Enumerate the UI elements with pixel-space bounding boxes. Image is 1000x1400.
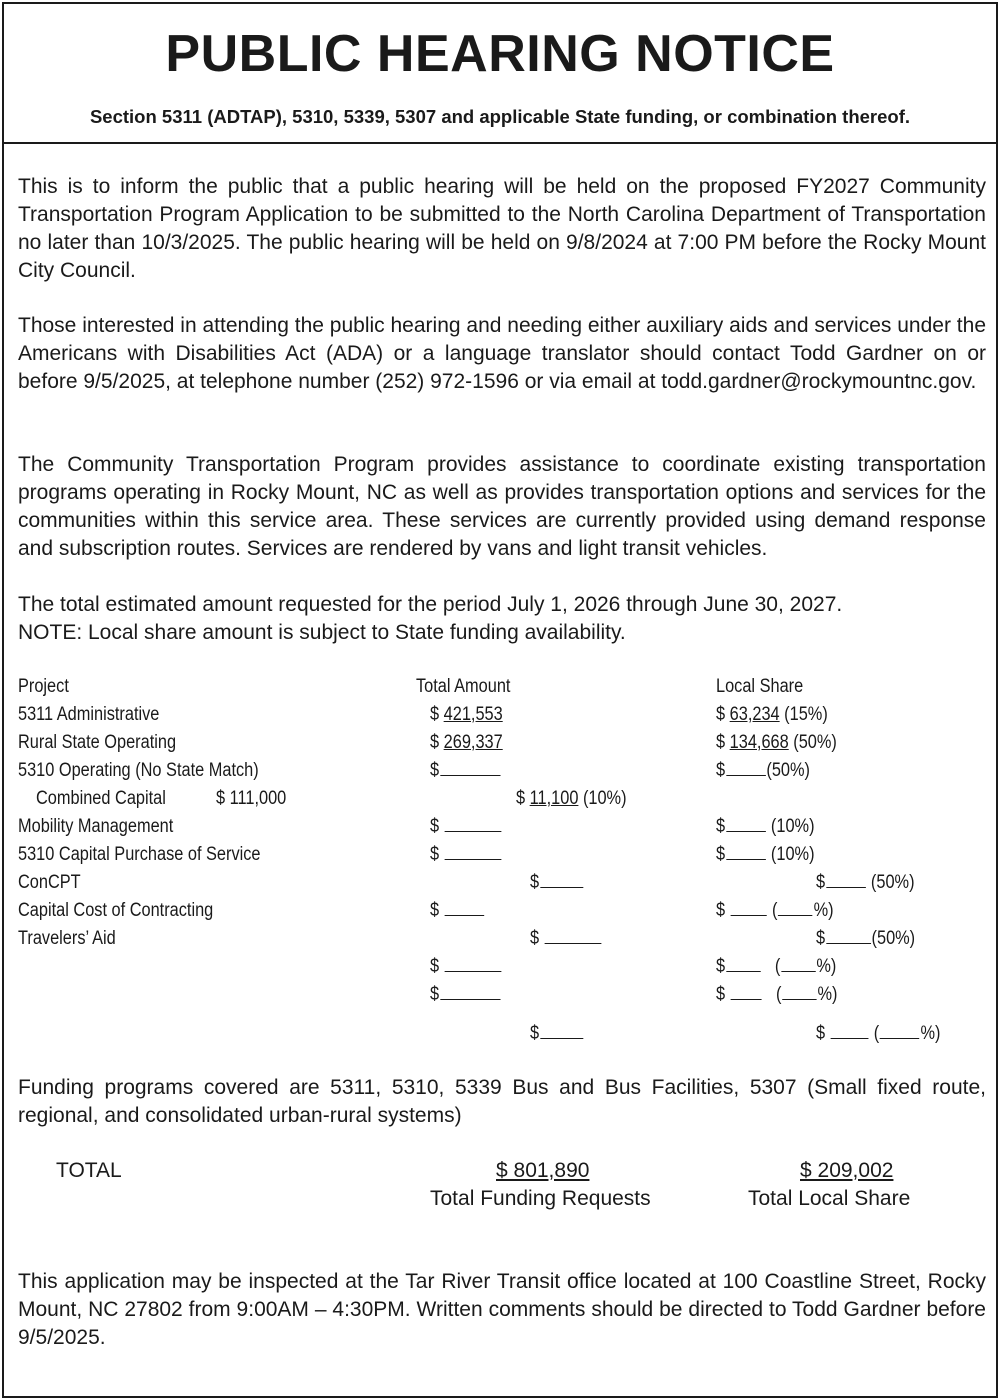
row-project-capital-contracting: Capital Cost of Contracting — [18, 900, 214, 921]
row-total-travelers-aid: $ — [530, 925, 602, 953]
row-project-5310-operating: 5310 Operating (No State Match) — [18, 760, 259, 781]
paragraph-hearing-info: This is to inform the public that a public hearing will be held on the proposed FY2027 Community Transportation Program Application to be submitted to the North Carolina Department of Transportation no later than 10/3/2025. The public hearing will be held on 9/8/2024 at 7:00 PM before the Rocky Mount City Council. — [18, 175, 986, 282]
column-header-project: Project — [18, 676, 69, 697]
row-local-blank-3: $ ( %) — [816, 1023, 941, 1044]
row-total-blank-3: $ — [530, 1020, 584, 1048]
row-project-rural-state-operating: Rural State Operating — [18, 732, 177, 753]
total-funding-label: Total Funding Requests — [430, 1187, 651, 1210]
row-total-capital-contracting: $ — [430, 897, 485, 925]
row-total-rural-state-operating: $ 269,337 — [430, 732, 503, 753]
row-total-5311-administrative: $ 421,553 — [430, 704, 503, 725]
paragraph-accessibility: Those interested in attending the public hearing and needing either auxiliary aids and services under the Americans with Disabilities Act (ADA) or a language translator should contact Todd Gardner on or before 9/5/2025, at telephone number (252) 972-1596 or via email at todd.gardner@rockymountnc.gov. — [18, 314, 986, 393]
row-local-rural-state-operating: $ 134,668 (50%) — [716, 732, 837, 753]
row-local-combined-capital: $ 11,100 (10%) — [516, 788, 627, 809]
paragraph-inspection-info: This application may be inspected at the Tar River Transit office located at 100 Coastline Street, Rocky Mount, NC 27802 from 9:00AM – 4:30PM. Written comments should be directed to Todd Gardner before 9/5/2025. — [18, 1270, 986, 1349]
row-total-blank-1: $ — [430, 953, 502, 981]
column-header-total-amount: Total Amount — [416, 676, 511, 697]
row-amount-combined-capital: $ 111,000 — [216, 788, 287, 809]
row-local-capital-contracting: $ ( %) — [716, 900, 834, 921]
row-project-concpt: ConCPT — [18, 872, 81, 893]
row-local-blank-2: $ ( %) — [716, 984, 838, 1005]
paragraph-estimated-amount: The total estimated amount requested for the period July 1, 2026 through June 30, 2027. — [18, 593, 843, 616]
column-header-local-share: Local Share — [716, 676, 804, 697]
row-total-mobility-management: $ — [430, 813, 502, 841]
row-project-travelers-aid: Travelers’ Aid — [18, 928, 116, 949]
row-local-5310-operating: $ (50%) — [716, 760, 810, 781]
total-local-label: Total Local Share — [748, 1187, 911, 1210]
row-local-mobility-management: $ (10%) — [716, 816, 815, 837]
total-label: TOTAL — [56, 1159, 122, 1182]
row-total-concpt: $ — [530, 869, 584, 897]
row-local-5311-administrative: $ 63,234 (15%) — [716, 704, 828, 725]
row-total-blank-2: $ — [430, 981, 501, 1009]
paragraph-funding-programs: Funding programs covered are 5311, 5310, 5339 Bus and Bus Facilities, 5307 (Small fixed route, regional, and consolidated urban-rural systems) — [18, 1076, 986, 1127]
row-local-concpt: $ (50%) — [816, 872, 915, 893]
notice-subtitle: Section 5311 (ADTAP), 5310, 5339, 5307 and applicable State funding, or combination thereof. — [89, 106, 911, 127]
row-project-mobility-management: Mobility Management — [18, 816, 174, 837]
row-local-travelers-aid: $ (50%) — [816, 928, 916, 949]
total-funding-amount: $ 801,890 — [496, 1159, 590, 1182]
paragraph-note: NOTE: Local share amount is subject to State funding availability. — [18, 621, 626, 644]
paragraph-program-description: The Community Transportation Program provides assistance to coordinate existing transportation programs operating in Rocky Mount, NC as well as provides transportation options and services for the communities within this service area. These services are currently provided using demand response and subscription routes. Services are rendered by vans and light transit vehicles. — [18, 453, 986, 560]
row-total-5310-operating: $ — [430, 757, 501, 785]
notice-title: PUBLIC HEARING NOTICE — [165, 25, 835, 83]
header-divider — [4, 142, 996, 144]
row-local-capital-purchase: $ (10%) — [716, 844, 815, 865]
row-project-capital-purchase: 5310 Capital Purchase of Service — [18, 844, 261, 865]
row-project-5311-administrative: 5311 Administrative — [18, 704, 160, 725]
row-local-blank-1: $ ( %) — [716, 956, 837, 977]
row-project-combined-capital: Combined Capital — [36, 788, 166, 809]
row-total-capital-purchase: $ — [430, 841, 502, 869]
total-local-amount: $ 209,002 — [800, 1159, 894, 1182]
